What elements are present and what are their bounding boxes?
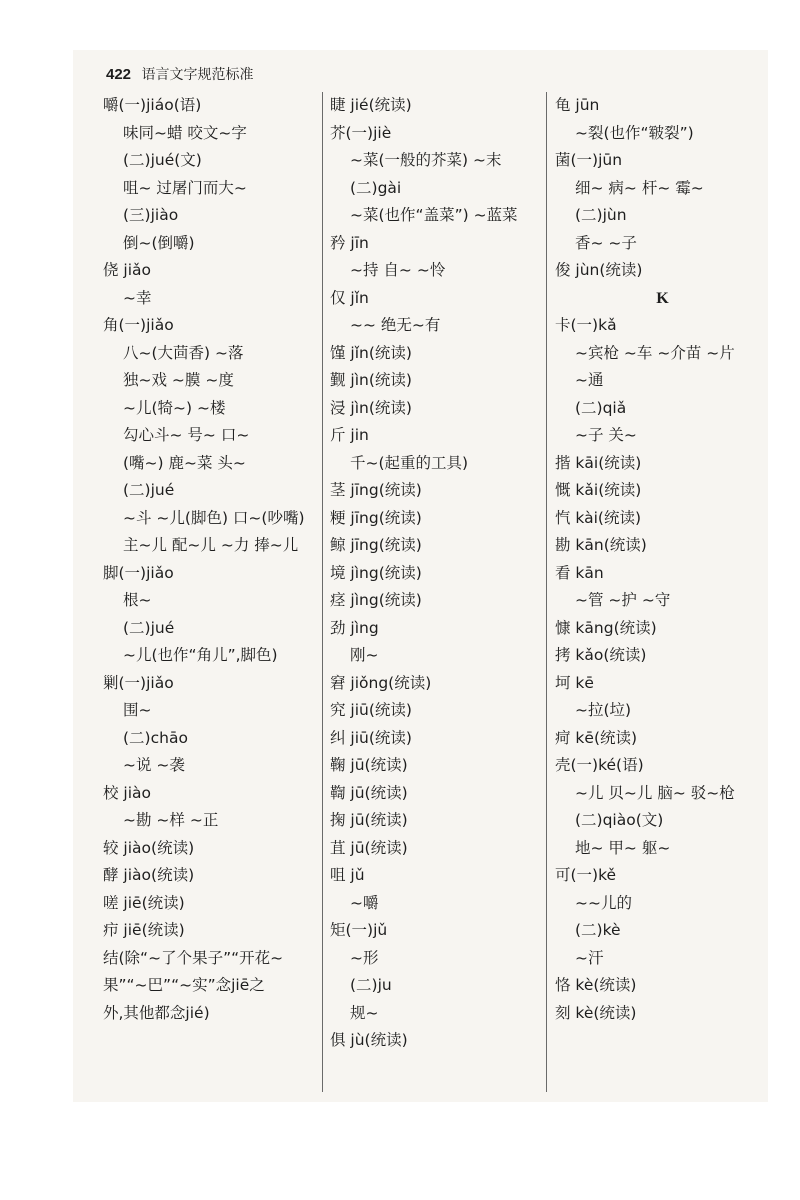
entry-headword-line: 卡(一)kǎ [555, 316, 617, 334]
entry-example-line: ~~儿的 [575, 893, 632, 912]
page-header [106, 66, 253, 84]
entry-headword-line: 纠 jiū(统读) [330, 728, 412, 747]
entry-headword-line: 睫 jié(统读) [330, 96, 412, 114]
entry-headword-line: 校 jiào [103, 783, 152, 802]
entry-headword-line: 境 jìng(统读) [330, 563, 422, 582]
entry-example-line: ~形 [350, 948, 379, 967]
entry-headword-line: 矜 jīn [330, 233, 369, 252]
entry-headword-line: 结(除“~了个果子”“开花~ [103, 948, 284, 967]
entry-example-line: 勾心斗~ 号~ 口~ [123, 426, 250, 444]
entry-headword-line: 劲 jìng [330, 618, 379, 637]
entry-headword-line: 斤 jin [330, 426, 369, 444]
entry-headword-line: 恪 kè(统读) [555, 976, 637, 994]
entry-example-line: ~宾枪 ~车 ~介苗 ~片 [575, 343, 735, 362]
entry-example-line: 倒~(倒嚼) [123, 233, 195, 252]
entry-headword-line: 茎 jīng(统读) [330, 481, 422, 499]
entry-headword-line: 酵 jiào(统读) [103, 866, 195, 884]
column-3 [555, 92, 770, 1027]
entry-example-line: ~勘 ~样 ~正 [123, 811, 219, 829]
entry-example-line: 主~儿 配~儿 ~力 捧~儿 [123, 536, 299, 554]
entry-example-line: (二)kè [575, 921, 621, 939]
entry-headword-line: 可(一)kě [555, 866, 617, 884]
entry-example-line: (二)jué [123, 618, 175, 637]
entry-example-line: 刚~ [350, 646, 379, 664]
column-1 [103, 92, 318, 1027]
entry-headword-line: 侥 jiǎo [103, 261, 152, 279]
book-title: 语言文字规范标准 [141, 67, 254, 83]
entry-example-line: ~儿 贝~儿 脑~ 驳~枪 [575, 783, 735, 802]
entry-example-line: (二)qiǎ [575, 398, 627, 417]
entry-headword-line: 觐 jìn(统读) [330, 371, 412, 389]
entry-headword-line: 痉 jìng(统读) [330, 591, 422, 609]
entry-headword-line: 壳(一)ké(语) [555, 756, 644, 774]
entry-example-line: ~嚼 [350, 893, 379, 912]
entry-example-line: ~菜(也作“盖菜”) ~蓝菜 [350, 206, 518, 224]
entry-headword-line: 看 kān [555, 563, 604, 582]
entry-headword-line: 究 jiū(统读) [330, 701, 412, 719]
entry-headword-line: 勘 kān(统读) [555, 536, 647, 554]
entry-headword-line: 粳 jīng(统读) [330, 508, 422, 527]
entry-headword-line: 鞠 jū(统读) [330, 756, 408, 774]
entry-headword-line: 角(一)jiǎo [103, 316, 174, 334]
entry-example-line: (二)jué [123, 481, 175, 499]
entry-headword-line: 脚(一)jiǎo [103, 563, 174, 582]
entry-headword-line: 疖 jiē(统读) [103, 921, 185, 939]
entry-example-line: ~说 ~袭 [123, 756, 185, 774]
entry-headword-line: 矩(一)jǔ [330, 921, 388, 939]
entry-headword-line: 慨 kǎi(统读) [555, 481, 642, 499]
entry-headword-line: 疴 kē(统读) [555, 728, 638, 747]
entry-headword-line: 嚼(一)jiáo(语) [103, 96, 202, 114]
entry-example-line: 咀~ 过屠门而大~ [123, 178, 247, 197]
entry-headword-line: 坷 kē [555, 673, 594, 692]
entry-example-line: 香~ ~子 [575, 233, 637, 252]
entry-example-line: 千~(起重的工具) [350, 453, 469, 472]
entry-headword-line: 鞫 jū(统读) [330, 783, 408, 802]
entry-headword-line: 馑 jǐn(统读) [330, 343, 412, 362]
entry-example-line: (二)qiào(文) [575, 811, 664, 829]
entry-headword-line: 俱 jù(统读) [330, 1031, 408, 1049]
page-number: 422 [106, 66, 132, 83]
entry-example-line: ~通 [575, 371, 604, 389]
entry-headword-line: 拷 kǎo(统读) [555, 646, 647, 664]
entry-headword-line: 浸 jìn(统读) [330, 398, 412, 417]
entry-example-line: ~儿(也作“角儿”,脚色) [123, 646, 278, 664]
entry-example-line: (二)chāo [123, 728, 188, 747]
section-letter: K [656, 289, 669, 307]
entry-headword-line: 窘 jiǒng(统读) [330, 673, 432, 692]
entry-headword-line: 仅 jǐn [330, 288, 369, 307]
column-2 [330, 92, 545, 1055]
entry-example-line: 味同~蜡 咬文~字 [123, 123, 247, 142]
entry-example-line: (嘴~) 鹿~菜 头~ [123, 453, 246, 472]
entry-headword-line: 果”“~巴”“~实”念jiē之 [103, 976, 265, 994]
entry-headword-line: 鲸 jīng(统读) [330, 536, 422, 554]
entry-headword-line: 揩 kāi(统读) [555, 453, 642, 472]
entry-example-line: 细~ 病~ 杆~ 霉~ [575, 178, 704, 197]
entry-example-line: (二)gài [350, 178, 402, 197]
entry-example-line: (二)ju [350, 976, 392, 994]
entry-headword-line: 剿(一)jiǎo [103, 673, 174, 692]
entry-example-line: ~幸 [123, 288, 152, 307]
entry-example-line: ~拉(垃) [575, 701, 632, 719]
entry-example-line: 围~ [123, 701, 152, 719]
entry-example-line: 八~(大茴香) ~落 [123, 343, 244, 362]
entry-headword-line: 苴 jū(统读) [330, 838, 408, 857]
entry-example-line: ~~ 绝无~有 [350, 316, 441, 334]
entry-headword-line: 俊 jùn(统读) [555, 261, 643, 279]
entry-headword-line: 菌(一)jūn [555, 151, 623, 169]
entry-example-line: ~子 关~ [575, 426, 637, 444]
entry-example-line: ~持 自~ ~怜 [350, 261, 446, 279]
entry-headword-line: 芥(一)jiè [330, 123, 392, 142]
entry-headword-line: 嗟 jiē(统读) [103, 893, 185, 912]
entry-headword-line: 外,其他都念jié) [103, 1003, 210, 1022]
entry-headword-line: 龟 jūn [555, 96, 600, 114]
entry-example-line: (三)jiào [123, 206, 179, 224]
entry-headword-line: 较 jiào(统读) [103, 838, 195, 857]
entry-example-line: 根~ [123, 591, 152, 609]
column-divider [322, 92, 323, 1092]
entry-headword-line: 忾 kài(统读) [555, 508, 642, 527]
entry-example-line: 独~戏 ~膜 ~度 [123, 371, 234, 389]
column-divider [546, 92, 547, 1092]
entry-example-line: ~裂(也作“皲裂”) [575, 123, 694, 142]
entry-example-line: 规~ [350, 1003, 379, 1022]
entry-headword-line: 刻 kè(统读) [555, 1003, 637, 1022]
entry-example-line: 地~ 甲~ 躯~ [575, 838, 671, 857]
entry-example-line: ~汗 [575, 948, 604, 967]
entry-headword-line: 咀 jǔ [330, 866, 365, 884]
entry-example-line: (二)jùn [575, 206, 627, 224]
entry-example-line: ~斗 ~儿(脚色) 口~(吵嘴) [123, 508, 305, 527]
entry-headword-line: 掬 jū(统读) [330, 811, 408, 829]
entry-example-line: ~管 ~护 ~守 [575, 591, 671, 609]
entry-example-line: ~儿(犄~) ~楼 [123, 398, 226, 417]
entry-example-line: ~菜(一般的芥菜) ~末 [350, 151, 502, 169]
entry-example-line: (二)jué(文) [123, 151, 202, 169]
entry-headword-line: 慷 kāng(统读) [555, 618, 657, 637]
